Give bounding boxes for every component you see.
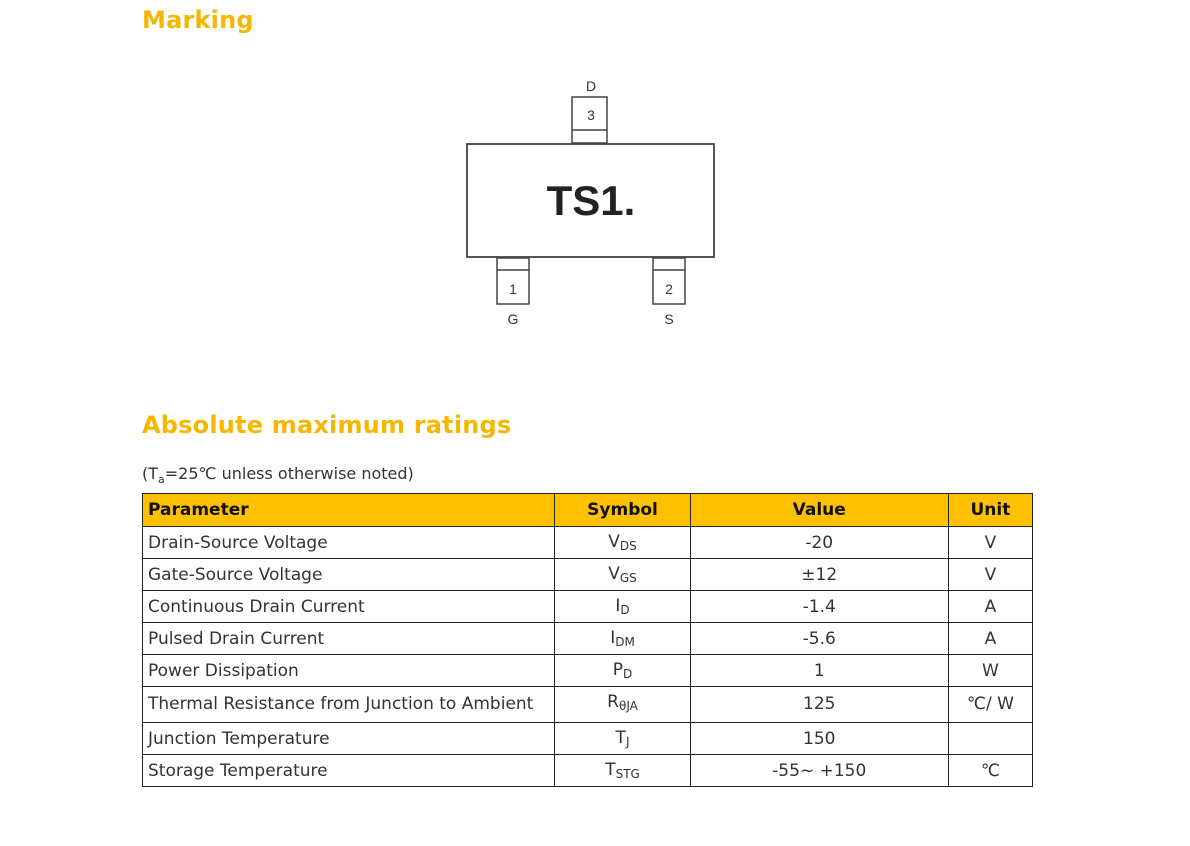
ratings-section-title: Absolute maximum ratings [142, 411, 512, 439]
row-value: -55~ +150 [690, 755, 948, 787]
table-row [143, 559, 1033, 591]
row-symbol: VGS [555, 559, 690, 591]
row-symbol: IDM [555, 623, 690, 655]
pin-3-number: 3 [587, 107, 595, 123]
ratings-condition-note: ($T_a=25℃$ unless otherwise noted) [142, 464, 414, 487]
table-row [143, 527, 1033, 559]
row-parameter: Storage Temperature [143, 755, 555, 787]
sot23-marking-diagram [440, 70, 730, 340]
table-row [143, 623, 1033, 655]
row-unit: ℃/ W [948, 687, 1032, 723]
marking-section-title: Marking [142, 6, 254, 34]
table-row [143, 687, 1033, 723]
row-parameter: Pulsed Drain Current [143, 623, 555, 655]
row-unit: ℃ [948, 755, 1032, 787]
pin-1-name: G [507, 311, 519, 327]
row-parameter: Continuous Drain Current [143, 591, 555, 623]
row-parameter: Junction Temperature [143, 723, 555, 755]
table-header-row [143, 494, 1033, 527]
header-symbol: Symbol [555, 494, 690, 527]
table-row [143, 591, 1033, 623]
header-value: Value [690, 494, 948, 527]
row-value: -1.4 [690, 591, 948, 623]
row-symbol: TSTG [555, 755, 690, 787]
row-value: -5.6 [690, 623, 948, 655]
row-parameter: Drain-Source Voltage [143, 527, 555, 559]
absolute-max-ratings-table [142, 493, 1033, 787]
table-row [143, 655, 1033, 687]
row-symbol: ID [555, 591, 690, 623]
row-value: 125 [690, 687, 948, 723]
row-parameter: Gate-Source Voltage [143, 559, 555, 591]
header-parameter: Parameter [143, 494, 555, 527]
package-marking-text: TS1. [546, 177, 636, 224]
row-value: ±12 [690, 559, 948, 591]
row-unit: A [948, 623, 1032, 655]
row-symbol: PD [555, 655, 690, 687]
row-value: 150 [690, 723, 948, 755]
pin-3-name: D [585, 78, 597, 94]
table-row [143, 723, 1033, 755]
row-value: -20 [690, 527, 948, 559]
row-unit: V [948, 559, 1032, 591]
row-unit [948, 723, 1032, 755]
table-row [143, 755, 1033, 787]
pin-1-number: 1 [509, 281, 517, 297]
pin-2-name: S [664, 311, 674, 327]
header-unit: Unit [948, 494, 1032, 527]
row-unit: W [948, 655, 1032, 687]
row-symbol: RθJA [555, 687, 690, 723]
row-symbol: TJ [555, 723, 690, 755]
row-parameter: Thermal Resistance from Junction to Ambient [143, 687, 555, 723]
row-unit: A [948, 591, 1032, 623]
row-symbol: VDS [555, 527, 690, 559]
pin-2-number: 2 [665, 281, 673, 297]
row-value: 1 [690, 655, 948, 687]
row-unit: V [948, 527, 1032, 559]
row-parameter: Power Dissipation [143, 655, 555, 687]
